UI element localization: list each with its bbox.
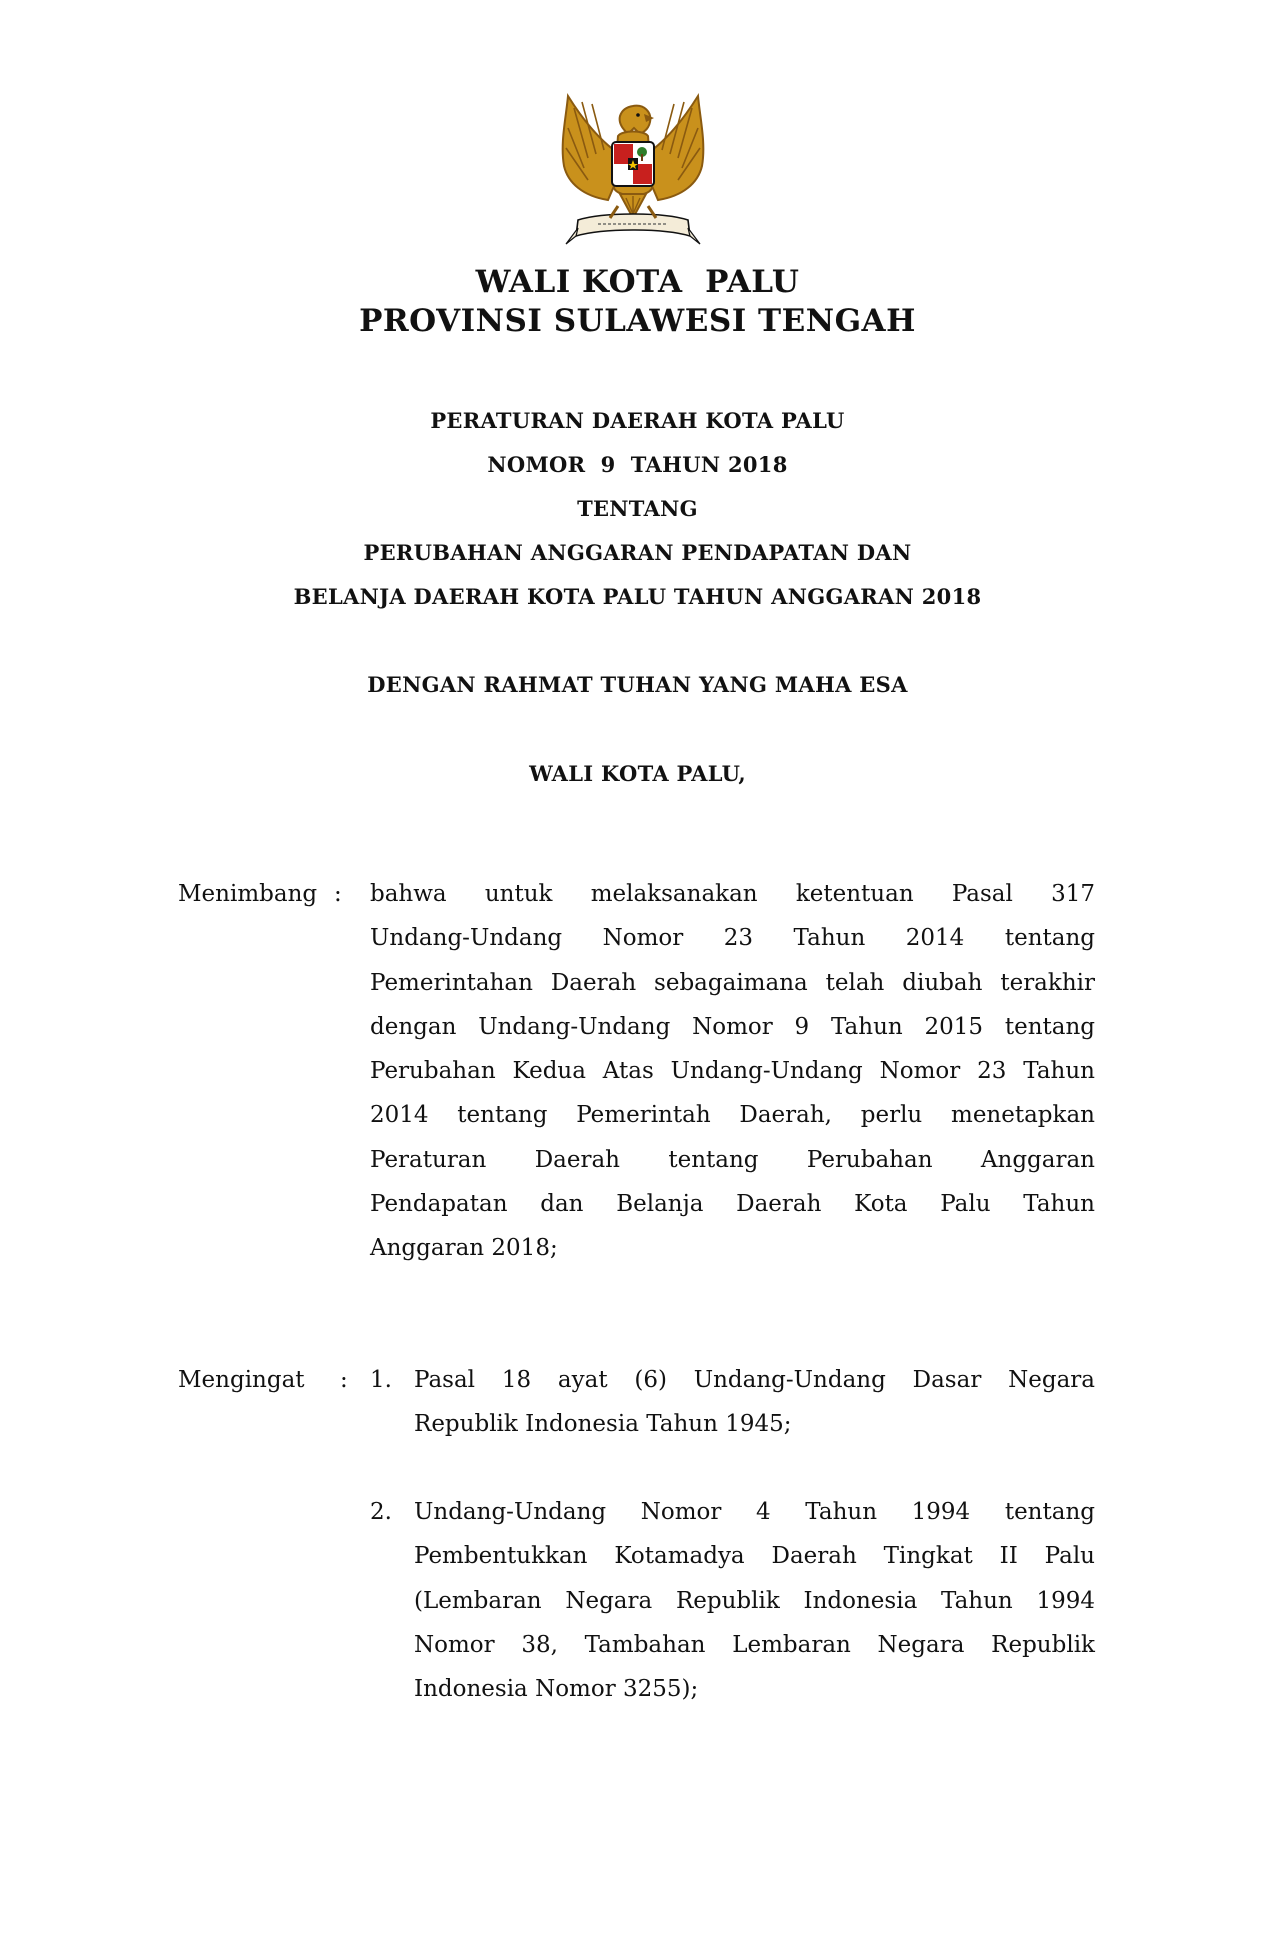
mengingat-item-2 [414, 1490, 1095, 1711]
regulation-subject-line1: PERUBAHAN ANGGARAN PENDAPATAN DAN [363, 540, 912, 565]
regulation-number: NOMOR 9 TAHUN 2018 [487, 452, 788, 477]
paragraph-line: (Lembaran Negara Republik Indonesia Tahun 1994 [414, 1587, 1095, 1614]
paragraph-line: Pemerintahan Daerah sebagaimana telah diubah terakhir [370, 969, 1095, 996]
regulation-title: PERATURAN DAERAH KOTA PALU [430, 408, 845, 433]
invocation: DENGAN RAHMAT TUHAN YANG MAHA ESA [367, 672, 908, 697]
regulation-about: TENTANG [577, 496, 698, 521]
header-title-line1: WALI KOTA PALU [475, 264, 800, 300]
paragraph-line: Undang-Undang Nomor 23 Tahun 2014 tentang [370, 925, 1095, 952]
paragraph-line: Indonesia Nomor 3255); [414, 1676, 699, 1703]
mengingat-item-number: 1. [370, 1367, 392, 1393]
paragraph-line: 2014 tentang Pemerintah Daerah, perlu menetapkan [370, 1102, 1095, 1129]
garuda-emblem-icon [548, 88, 718, 248]
mengingat-label: Mengingat [178, 1367, 305, 1393]
paragraph-line: Perubahan Kedua Atas Undang-Undang Nomor 23 Tahun [370, 1058, 1095, 1085]
paragraph-line: Pasal 18 ayat (6) Undang-Undang Dasar Negara [414, 1367, 1095, 1393]
paragraph-line: Pendapatan dan Belanja Daerah Kota Palu Tahun [370, 1191, 1095, 1218]
mengingat-item-1 [414, 1358, 1095, 1447]
mengingat-item-number: 2. [370, 1499, 392, 1525]
menimbang-colon: : [334, 881, 342, 907]
paragraph-line: Peraturan Daerah tentang Perubahan Anggaran [370, 1146, 1095, 1173]
paragraph-line: Pembentukkan Kotamadya Daerah Tingkat II Palu [414, 1543, 1095, 1570]
header-title-line2: PROVINSI SULAWESI TENGAH [359, 303, 916, 339]
regulation-subject-line2: BELANJA DAERAH KOTA PALU TAHUN ANGGARAN 2018 [293, 584, 982, 609]
paragraph-line: Nomor 38, Tambahan Lembaran Negara Republik [414, 1631, 1095, 1658]
paragraph-line: Anggaran 2018; [370, 1235, 558, 1262]
paragraph-line: Republik Indonesia Tahun 1945; [414, 1411, 792, 1438]
paragraph-line: bahwa untuk melaksanakan ketentuan Pasal 317 [370, 881, 1095, 907]
paragraph-line: dengan Undang-Undang Nomor 9 Tahun 2015 tentang [370, 1013, 1095, 1040]
menimbang-label: Menimbang [178, 881, 318, 907]
paragraph-line: Undang-Undang Nomor 4 Tahun 1994 tentang [414, 1499, 1095, 1525]
authority: WALI KOTA PALU, [529, 761, 746, 786]
mengingat-colon: : [340, 1367, 348, 1393]
menimbang-paragraph [370, 872, 1095, 1271]
